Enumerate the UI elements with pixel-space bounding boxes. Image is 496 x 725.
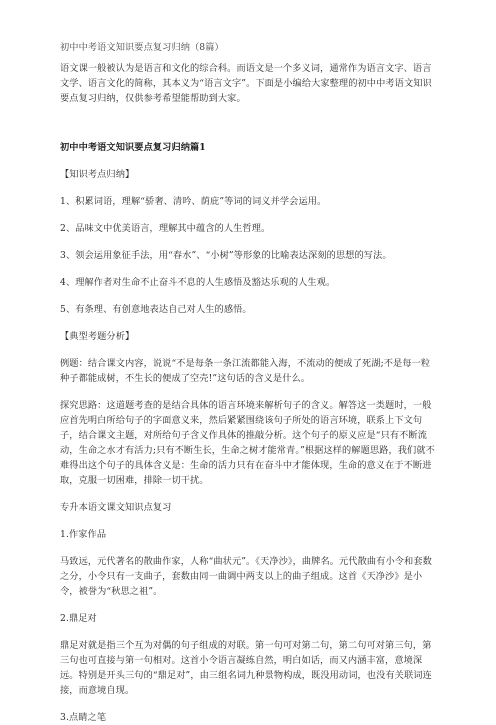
- document-title: 初中中考语文知识要点复习归纳（8篇）: [60, 42, 224, 53]
- list-item: 5、有条理、有创意地表达自己对人生的感悟。: [60, 304, 252, 315]
- example-paragraph: 例题：结合课文内容，说说“不是每条一条江流都能入海，不流动的便成了死湖;不是每一粒种子都能成树，不生长的便成了空壳!”这句话的含义是什么。: [60, 358, 431, 384]
- subheading-3: 3.点睛之笔: [60, 712, 107, 723]
- analysis-paragraph: 探究思路：这道题考查的是结合具体的语言环境来解析句子的含义。解答这一类题时，一般应首先明白所给句子的字面意义来，然后紧紧围绕该句子所处的语言环境，联系上下文句子，结合课文主题，对所给句子含义作具体的推敲分析。这个句子的原义应是“只有不断流动，生命之水才有活力;只有不断生长，生命之树才能常青。”根据这样的解题思路，我们就不难得出这个句子的具体含义是：生命的活力只有在奋斗中才能体现，生命的意义在于不断进取，克服一切困难，排除一切干扰。: [60, 400, 435, 486]
- subheading-2-text: 鼎足对就是指三个互为对偶的句子组成的对联。第一句可对第二句，第二句可对第三句，第三句也可直接与第一句相对。这首小令语言凝练自然，明白如话，而又内涵丰富，意境深远。特别是开头三句的“鼎足对”，由三组名词九种景物构成，既没用动词，也没有关联词连接，而意境自现。: [60, 640, 432, 696]
- list-item: 1、积累词语，理解“骄奢、清吟、荫庇”等词的词义并学会运用。: [60, 196, 327, 207]
- list-item: 2、品味文中优美语言，理解其中蕴含的人生哲理。: [60, 223, 271, 234]
- subheading-1: 1.作家作品: [60, 529, 107, 540]
- list-item: 4、理解作者对生命不止奋斗不息的人生感悟及豁达乐观的人生观。: [60, 277, 336, 288]
- review-title: 专升本语文课文知识点复习: [60, 502, 172, 513]
- subheading-1-text: 马致远，元代著名的散曲作家，人称“曲状元”。《天净沙》，曲牌名。元代散曲有小令和套数之分，小令只有一支曲子，套数由同一曲调中两支以上的曲子组成。这首《天净沙》是小令，被誉为“秋思之祖”。: [60, 556, 432, 597]
- section-tag-analysis: 【典型考题分析】: [60, 331, 135, 342]
- subheading-2: 2.鼎足对: [60, 613, 97, 624]
- section-tag-knowledge: 【知识考点归纳】: [60, 169, 135, 180]
- list-item: 3、领会运用象征手法，用“春水”、“小树”等形象的比喻表达深刻的思想的写法。: [60, 250, 392, 261]
- intro-paragraph: 语文课一般被认为是语言和文化的综合科。而语文是一个多义词，通常作为语言文字、语言文学、语言文化的简称，其本义为“语言文字”。下面是小编给大家整理的初中中考语文知识要点复习归纳，仅供参考希望能帮助到大家。: [60, 63, 432, 104]
- section-heading: 初中中考语文知识要点复习归纳篇1: [60, 142, 206, 153]
